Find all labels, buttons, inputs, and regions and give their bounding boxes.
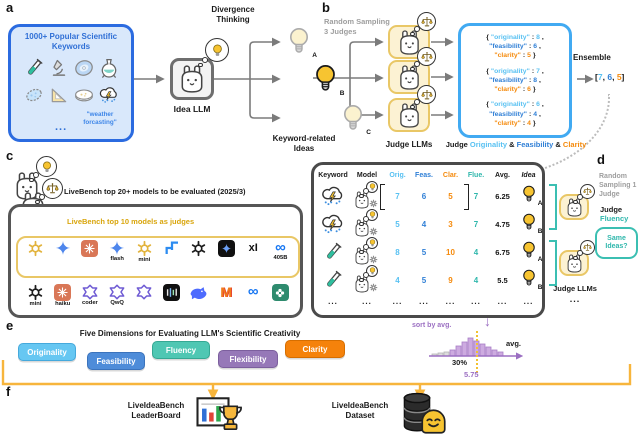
idea-letter: B (339, 90, 345, 97)
cell-avg: 6.75 (495, 247, 510, 257)
scales-icon (421, 16, 433, 28)
thought-bubble (417, 12, 436, 31)
equalizer-logo (159, 284, 184, 308)
idea-bulb: A (522, 241, 536, 264)
idea-bulb: B (522, 269, 536, 292)
panel-label-f: f (6, 384, 11, 399)
row-pair-bracket-1 (549, 184, 557, 230)
col-header-model: Model (356, 171, 378, 179)
thought-bubble (42, 178, 63, 199)
cell-clar: 9 (448, 275, 453, 285)
smiley-icon (420, 408, 447, 435)
cell-avg: 5.5 (497, 275, 508, 285)
cell-avg: 4.75 (495, 219, 510, 229)
ensemble-result: [7, 6, 5] (595, 72, 625, 82)
llama-icon (179, 65, 205, 93)
col-header-feas: Feas. (415, 171, 433, 179)
gemini-dark-logo (214, 240, 239, 264)
panel-label-d: d (597, 152, 605, 167)
cell-feas: 5 (421, 275, 427, 285)
idea-letter: A (312, 52, 317, 59)
cell-feas: 6 (421, 191, 427, 201)
percent-label: 30% (452, 358, 468, 367)
dimensions-title: Five Dimensions for Evaluating LLM's Scientific Creativity (79, 329, 301, 338)
test-tube-icon (323, 270, 343, 290)
cell-orig: 4 (395, 275, 400, 285)
storm-cloud-icon (321, 186, 345, 206)
idea-llm-box (170, 58, 214, 100)
cell-orig: 7 (395, 191, 400, 201)
keyword-ideas-label: Keyword-related Ideas (272, 134, 336, 153)
bulb-pale-icon (288, 27, 310, 55)
green-flower-logo (268, 284, 293, 308)
keywords-ellipsis: ... (55, 121, 68, 133)
scores-table (311, 162, 545, 318)
keywords-box (8, 24, 134, 142)
avg-axis-label: avg. (506, 339, 522, 348)
random-sampling-3-label: Random Sampling 3 Judges (324, 17, 390, 36)
cell-flue: 4 (473, 247, 479, 257)
model-llm-icon (354, 211, 380, 237)
threshold-value-label: 5.75 (464, 370, 479, 379)
judgment-2: { "originality" : 7 , "feasibility" : 8 , "clarity" : 6 } (486, 67, 544, 94)
col-header-clar: Clar. (442, 171, 459, 179)
llama-icon (398, 30, 421, 55)
scales-icon (46, 182, 59, 195)
cell-clar: 5 (448, 191, 453, 201)
judgment-1: { "originality" : 8 , "feasibility" : 6 , "clarity" : 5 } (486, 34, 544, 60)
judgment-3: { "originality" : 6 , "feasibility" : 4 , "clarity" : 4 } (486, 101, 544, 127)
openai-logo (23, 240, 48, 264)
thought-bubble (36, 156, 57, 177)
qwen-logo (132, 284, 157, 308)
meta-405b-logo: ∞ 405B (273, 239, 288, 261)
llama-icon (398, 65, 421, 90)
table-ellipsis: ... (392, 296, 403, 306)
random-sampling-1-label: Random Sampling 1 Judge (599, 173, 637, 199)
cell-clar: 10 (446, 247, 455, 257)
thought-bubble (580, 240, 595, 255)
table-ellipsis: ... (362, 296, 372, 306)
panel-label-e: e (6, 318, 14, 333)
openai-mini-logo: mini (132, 240, 157, 264)
leaderboard-label: LiveIdeaBench LeaderBoard (127, 401, 185, 421)
thought-bubble (205, 38, 229, 62)
microscope-icon (49, 58, 69, 78)
meta-logo: ∞ (247, 283, 259, 300)
xai-logo: xI (248, 242, 258, 254)
model-llm-icon (354, 183, 380, 209)
models-box (8, 204, 303, 318)
cell-feas: 5 (421, 247, 427, 257)
cell-feas: 4 (421, 219, 427, 229)
keyword-example: "weather forcasting" (83, 111, 117, 127)
evaluated-models-note: LiveBench top 20+ models to be evaluated (2025/3) (64, 187, 246, 196)
col-header-orig: Orig. (389, 171, 406, 179)
claude-haiku-logo: haiku (50, 284, 75, 308)
keyword-icons-grid (11, 52, 131, 105)
flask-icon (99, 58, 119, 78)
idea-bulb: A (522, 185, 536, 208)
pill-clarity: Clarity (285, 340, 345, 358)
score-bracket-left (380, 184, 385, 210)
col-header-flue: Flue. (467, 171, 485, 179)
claude-logo (77, 240, 102, 264)
lightbulb-icon (212, 44, 223, 57)
divergence-thinking-label: Divergence Thinking (211, 5, 255, 24)
thought-bubble (417, 85, 436, 104)
row-pair-bracket-2 (549, 240, 557, 286)
scales-icon (421, 51, 433, 63)
cell-clar: 3 (448, 219, 453, 229)
same-ideas-box: Same Ideas? (595, 227, 638, 259)
scales-icon (583, 187, 592, 196)
keywords-title: 1000+ Popular Scientific Keywords (24, 32, 118, 51)
test-tube-icon (323, 242, 343, 262)
qwen-qwq-logo: QwQ (105, 284, 130, 308)
table-ellipsis: ... (419, 296, 429, 306)
col-header-idea: Idea (521, 171, 536, 179)
model-llm-icon (354, 239, 380, 265)
col-header-avg: Avg. (495, 171, 510, 179)
scales-icon (583, 243, 592, 252)
panel-d-ellipsis: ... (569, 294, 581, 304)
table-ellipsis: ... (328, 296, 338, 306)
table-ellipsis: ... (445, 296, 456, 306)
score-bracket-right (464, 184, 469, 210)
idea-bulb-a (288, 27, 317, 60)
threshold-dotted-line (476, 331, 478, 373)
gemini-logo (50, 240, 75, 264)
idea-bulb-b (314, 64, 345, 98)
pill-flexibility: Flexibility (218, 350, 278, 368)
storm-cloud-icon (321, 214, 345, 234)
thought-bubble (580, 184, 595, 199)
lightbulb-icon (42, 161, 52, 173)
scales-icon (421, 89, 433, 101)
judge-dimensions-caption: Judge Originality & Feasibility & Clarity (445, 140, 587, 149)
idea-bulb-c (342, 104, 371, 137)
judge-llms-label: Judge LLMs (385, 140, 433, 149)
galaxy-icon (74, 58, 94, 78)
judge-fluency-label: Judge Fluency (600, 205, 629, 223)
storm-cloud-icon (99, 85, 119, 105)
petri-dish-icon (74, 85, 94, 105)
down-arrow-icon: ↓ (484, 313, 491, 329)
idea-llm-label: Idea LLM (173, 104, 211, 114)
cell-flue: 7 (473, 191, 479, 201)
llama-icon (398, 103, 421, 128)
judge-models-row (23, 240, 293, 264)
step-logo (159, 240, 184, 264)
qwen-coder-logo: coder (77, 284, 102, 308)
sort-by-avg-label: sort by avg. (412, 322, 452, 329)
cell-orig: 8 (395, 247, 400, 257)
pill-feasibility: Feasibility (87, 352, 145, 370)
trophy-icon (216, 403, 245, 432)
judge-models-note: LiveBench top 10 models as judges (67, 217, 195, 226)
evaluated-models-row (23, 284, 293, 308)
cell-flue: 7 (473, 219, 479, 229)
panel-label-c: c (6, 148, 14, 163)
panel-label-a: a (6, 0, 14, 15)
openai-mini-dark-logo: mini (23, 284, 48, 308)
cell-flue: 4 (473, 275, 479, 285)
pill-fluency: Fluency (152, 341, 210, 359)
col-header-keyword: Keyword (318, 171, 348, 179)
bulb-lit-icon (314, 64, 337, 93)
ensemble-label: Ensemble (573, 53, 611, 62)
table-ellipsis: ... (523, 296, 534, 306)
deepseek-whale-logo (186, 284, 211, 308)
judge-llms-label-d: Judge LLMs (553, 284, 597, 293)
mistral-logo: M (220, 284, 232, 300)
thought-bubble (417, 47, 436, 66)
idea-letter: C (366, 129, 371, 136)
judge-json-output-box (458, 23, 572, 138)
test-tube-icon (24, 58, 44, 78)
openai-dark-logo (186, 240, 211, 264)
dataset-label: LiveIdeaBench Dataset (331, 401, 389, 421)
panel-label-b: b (322, 0, 330, 15)
table-ellipsis: ... (471, 296, 481, 306)
bacteria-icon (24, 85, 44, 105)
table-ellipsis: ... (497, 296, 508, 306)
pill-originality: Originality (18, 343, 76, 361)
bulb-pale-icon (342, 104, 364, 132)
set-square-icon (49, 85, 69, 105)
idea-bulb: B (522, 213, 536, 236)
model-llm-icon (354, 267, 380, 293)
cell-orig: 5 (395, 219, 400, 229)
gemini-flash-logo: flash (105, 240, 130, 264)
cell-avg: 6.25 (495, 191, 510, 201)
